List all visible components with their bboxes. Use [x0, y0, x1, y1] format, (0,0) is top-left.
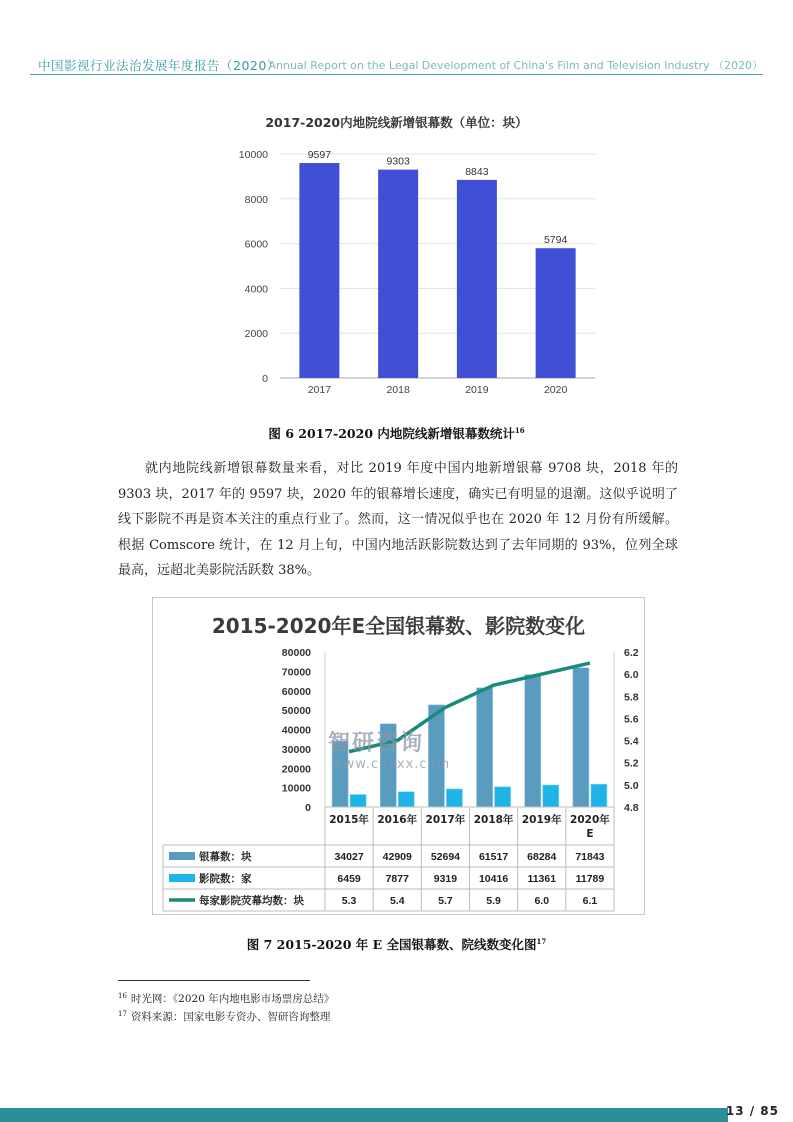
watermark-brand: 智研咨询 — [328, 731, 425, 756]
chart2-y2tick-label: 5.8 — [624, 691, 639, 704]
footnote-17-text: 资料来源：国家电影专资办、智研咨询整理 — [130, 1011, 331, 1023]
chart2-bar-screens — [573, 668, 589, 807]
chart2-category-label-line: 2015年 — [329, 814, 369, 826]
body-paragraph: 就内地院线新增银幕数量来看，对比 2019 年度中国内地新增银幕 9708 块，2018 年的 9303 块，2017 年的 9597 块，2020 年的银幕增长速度，确实已有明显的退潮。这似乎说明了线下影院不再是资本关注的重点行业了。然而，这一情况似乎也在 2020 年 12 月份有所缓解。根据 Comscore 统计，在 12 月上旬，中国内地活跃影院数达到了去年同期的 93%，位列全球最高，远超北美影院活跃数 38%。 — [118, 461, 678, 578]
footnote-ref-16: 16 — [514, 425, 525, 435]
chart1-title: 2017-2020内地院线新增银幕数（单位：块） — [265, 115, 528, 130]
running-header-en: Annual Report on the Legal Development of China's Film and Television Industry （2020） — [268, 59, 763, 72]
chart2-y2tick-label: 5.2 — [624, 757, 639, 770]
chart2-ytick-label: 10000 — [281, 782, 311, 795]
chart2-table-value: 5.4 — [389, 895, 405, 907]
chart2-table-value: 6459 — [337, 873, 361, 885]
chart2-y2tick-label: 6.0 — [624, 669, 639, 682]
chart2-y2tick-label: 5.6 — [624, 713, 639, 726]
chart2-y2tick-label: 5.0 — [624, 779, 639, 792]
footnote-17-num: 17 — [118, 1009, 127, 1018]
chart1-data-label: 5794 — [543, 234, 568, 247]
figure6-caption-text: 图 6 2017-2020 内地院线新增银幕数统计 — [268, 426, 515, 441]
chart2-table-value: 11361 — [527, 873, 557, 885]
chart1-xtick-label: 2020 — [543, 384, 568, 396]
footer-bar — [0, 1108, 728, 1122]
footnote-rule — [118, 980, 310, 981]
chart1-bar — [378, 170, 418, 378]
chart1-bar — [457, 180, 497, 378]
chart2-bar-cinemas — [446, 789, 462, 807]
chart2-category-label-line: 2017年 — [425, 814, 466, 826]
chart2-bar-cinemas — [398, 792, 414, 807]
chart2-category-label — [426, 813, 466, 826]
chart1-data-label: 8843 — [465, 165, 489, 178]
chart2-legend-label: 每家影院荧幕均数：块 — [199, 895, 304, 907]
chart2-ytick-label: 70000 — [281, 666, 311, 679]
chart2-legend-swatch-cinemas — [169, 874, 195, 882]
chart2-bar-cinemas — [591, 784, 607, 807]
figure7-caption-text: 图 7 2015-2020 年 E 全国银幕数、院线数变化图 — [246, 937, 537, 952]
running-header-cn: 中国影视行业法治发展年度报告（2020） — [38, 58, 280, 73]
chart2-category-label — [522, 813, 562, 826]
chart2-table-value: 10416 — [478, 873, 509, 885]
chart2-y2tick-label: 4.8 — [624, 802, 639, 814]
chart2-table-value: 42909 — [382, 851, 412, 863]
chart2-ytick-label: 60000 — [281, 685, 311, 698]
chart2-table-value: 9319 — [433, 873, 458, 885]
watermark-url: www.chyxx.com — [332, 757, 451, 772]
chart1-ytick-label: 2000 — [244, 328, 268, 341]
chart2-bar-screens — [525, 675, 541, 807]
chart1-ytick-label: 4000 — [244, 283, 268, 296]
chart1-bar — [536, 248, 576, 378]
chart1-bar — [299, 163, 339, 378]
chart1-xtick-label: 2018 — [386, 384, 410, 396]
chart2-legend-swatch-screens — [169, 852, 195, 860]
chart2-table-value: 5.3 — [341, 895, 357, 907]
chart2-ytick-label: 0 — [305, 802, 311, 814]
chart2-legend-label: 影院数：家 — [199, 873, 252, 885]
chart2-bar-cinemas — [495, 787, 511, 807]
figure6-caption — [0, 424, 793, 442]
chart2-ytick-label: 50000 — [281, 705, 311, 718]
footnote-16-text: 时光网：《2020 年内地电影市场票房总结》 — [130, 993, 335, 1005]
header-rule — [30, 74, 763, 75]
chart2-table-value: 5.9 — [486, 895, 501, 907]
chart1-ytick-label: 6000 — [244, 238, 268, 251]
chart2-category-label-line: 2018年 — [473, 814, 514, 826]
chart2-y2tick-label: 5.4 — [624, 735, 639, 748]
chart1-xtick-label: 2017 — [307, 384, 332, 396]
chart1-xtick-label: 2019 — [465, 384, 489, 396]
chart2-table-value: 61517 — [478, 851, 509, 863]
chart1-ytick-label: 10000 — [238, 149, 268, 161]
chart2-bar-screens — [477, 688, 493, 807]
chart2-category-label-line: 2019年 — [521, 814, 562, 826]
watermark — [328, 726, 450, 772]
chart2-frame — [152, 597, 645, 915]
chart1-ytick-label: 8000 — [244, 193, 268, 206]
chart2-category-label — [329, 813, 369, 826]
chart2-legend-label: 银幕数：块 — [199, 851, 252, 863]
chart2-table-value: 34027 — [334, 851, 364, 863]
chart2-title: 2015-2020年E全国银幕数、影院数变化 — [211, 614, 586, 638]
chart2-table-value: 7877 — [385, 873, 409, 885]
chart2-category-label — [474, 813, 514, 826]
chart2-table-value: 5.7 — [438, 895, 453, 907]
chart1-data-label: 9303 — [386, 155, 410, 168]
chart2-table-value: 11789 — [575, 873, 605, 885]
chart2-table-value: 6.0 — [534, 895, 550, 907]
chart1-data-label: 9597 — [307, 149, 332, 162]
footnote-17 — [118, 1009, 330, 1024]
footnote-ref-17: 17 — [536, 936, 547, 946]
chart2-bar-cinemas — [350, 794, 366, 807]
chart2-y2tick-label: 6.2 — [624, 647, 639, 659]
chart2-table-value: 68284 — [527, 851, 557, 863]
chart2-table-value: 71843 — [575, 851, 605, 863]
chart1-new-screens — [230, 140, 610, 402]
figure7-caption — [0, 935, 793, 953]
chart2-bar-cinemas — [543, 785, 559, 807]
chart2-table-value: 52694 — [430, 851, 461, 863]
chart2-category-label-line: 2020年 — [570, 814, 610, 826]
chart2-category-label-line: E — [586, 828, 594, 840]
page-number: 13 / 85 — [725, 1104, 779, 1118]
chart2-table-value: 6.1 — [582, 895, 598, 907]
chart2-ytick-label: 80000 — [281, 647, 311, 659]
chart2-ytick-label: 30000 — [281, 743, 311, 756]
footnote-16 — [118, 991, 334, 1006]
footnote-16-num: 16 — [118, 991, 127, 1000]
chart2-ytick-label: 40000 — [281, 724, 311, 737]
chart2-category-label — [570, 813, 610, 840]
chart2-category-label-line: 2016年 — [377, 814, 418, 826]
chart1-ytick-label: 0 — [262, 373, 268, 385]
chart2-ytick-label: 20000 — [281, 763, 311, 776]
chart2-category-label — [377, 813, 417, 826]
